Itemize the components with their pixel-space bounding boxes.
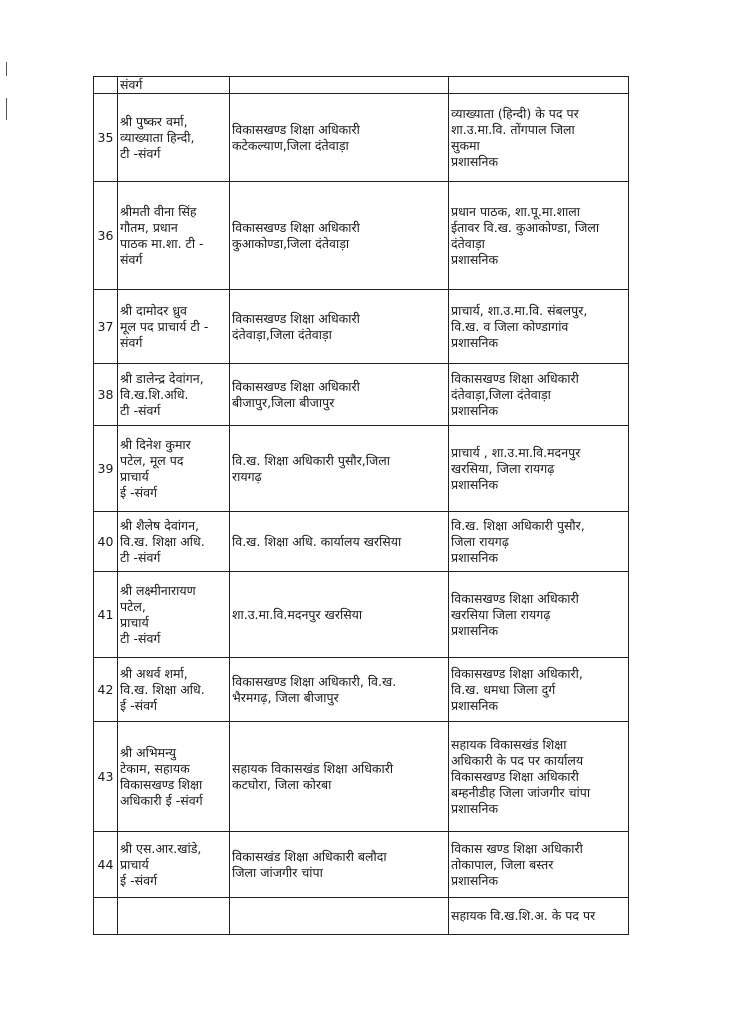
current-posting-cell-line: विकासखण्ड शिक्षा अधिकारी, वि.ख. (232, 673, 397, 689)
officer-name-cell (118, 426, 230, 512)
new-posting-cell-line: व्याख्याता (हिन्दी) के पद पर (451, 105, 579, 121)
current-posting-cell-line: बीजापुर,जिला बीजापुर (232, 394, 335, 410)
officer-name-cell-line: श्री शैलेष देवांगन, (120, 517, 200, 533)
officer-name-cell-line: श्री दिनेश कुमार (120, 436, 191, 452)
serial-number: 40 (94, 512, 118, 572)
margin-mark (6, 98, 7, 120)
new-posting-cell-line: प्रशासनिक (451, 549, 499, 565)
new-posting-cell-line: दंतेवाड़ा,जिला दंतेवाड़ा (451, 386, 551, 402)
new-posting-cell-line: प्रशासनिक (451, 800, 499, 816)
current-posting-cell-line: भैरमगढ़, जिला बीजापुर (232, 689, 339, 705)
new-posting-cell-line: दंतेवाड़ा (451, 235, 485, 251)
new-posting-cell-line: ईतावर वि.ख. कुआकोण्डा, जिला (451, 219, 600, 235)
new-posting-cell (449, 94, 629, 182)
officer-name-cell-line: टी -संवर्ग (120, 549, 161, 565)
current-posting-cell (230, 364, 449, 426)
officer-name-cell-line: श्री अभिमन्यु (120, 744, 177, 760)
new-posting-cell-line: बम्हनीडीह जिला जांजगीर चांपा (451, 784, 591, 800)
current-posting-cell-line: वि.ख. शिक्षा अधि. कार्यालय खरसिया (232, 533, 402, 549)
table-row (94, 512, 629, 572)
transfer-order-table (93, 76, 629, 935)
current-posting-cell (230, 426, 449, 512)
current-posting-cell-line: कटेकल्याण,जिला दंतेवाड़ा (232, 137, 349, 153)
serial-cell (94, 898, 118, 935)
new-posting-cell-line: प्राचार्य , शा.उ.मा.वि.मदनपुर (451, 444, 581, 460)
serial-number: 36 (94, 182, 118, 290)
new-posting-cell (449, 426, 629, 512)
current-posting-cell (230, 182, 449, 290)
new-posting-cell-line: सुकमा (451, 137, 480, 153)
new-posting-cell-line: खरसिया, जिला रायगढ़ (451, 460, 555, 476)
officer-name-cell-line: व्याख्याता हिन्दी, (120, 129, 195, 145)
continued-row-bottom (94, 898, 629, 935)
new-posting-cell-line: प्रशासनिक (451, 622, 499, 638)
current-posting-cell (230, 512, 449, 572)
current-posting-cell-line: दंतेवाड़ा,जिला दंतेवाड़ा (232, 326, 332, 342)
officer-name-cell-line: टी -संवर्ग (120, 145, 161, 161)
new-posting-cell-line: प्रशासनिक (451, 476, 499, 492)
current-posting-cell-line: रायगढ़ (232, 468, 262, 484)
officer-name-cell (118, 290, 230, 364)
new-posting-cell-line: जिला रायगढ़ (451, 533, 509, 549)
current-posting-cell-line: कुआकोण्डा,जिला दंतेवाड़ा (232, 235, 350, 251)
officer-name-cell-line: संवर्ग (120, 251, 143, 267)
serial-number: 41 (94, 572, 118, 658)
serial-number: 35 (94, 94, 118, 182)
officer-name-cell-line: संवर्ग (120, 334, 143, 350)
current-posting-cell (230, 94, 449, 182)
table-row (94, 658, 629, 722)
officer-name-cell (118, 364, 230, 426)
new-posting-cell-line: प्रशासनिक (451, 153, 499, 169)
new-posting-cell-line: प्रशासनिक (451, 251, 499, 267)
new-posting-cell-line: शा.उ.मा.वि. तोंगपाल जिला (451, 121, 575, 137)
new-posting-cell (449, 658, 629, 722)
current-posting-cell (230, 722, 449, 832)
new-posting-cell-line: प्रधान पाठक, शा.पू.मा.शाला (451, 203, 581, 219)
current-posting-cell (230, 832, 449, 898)
current-posting-cell-line: विकासखंड शिक्षा अधिकारी बलौदा (232, 848, 387, 864)
current-posting-cell-line: विकासखण्ड शिक्षा अधिकारी (232, 310, 360, 326)
current-posting-cell-line: शा.उ.मा.वि.मदनपुर खरसिया (232, 606, 363, 622)
officer-name-cell-line: पाठक मा.शा. टी - (120, 235, 204, 251)
new-posting-cell (449, 290, 629, 364)
officer-name-cell-line: श्री दामोदर ध्रुव (120, 302, 188, 318)
officer-name-cell-line: विकासखण्ड शिक्षा (120, 776, 203, 792)
officer-name-cell-line: वि.ख. शिक्षा अधि. (120, 533, 205, 549)
current-posting-cell (230, 77, 449, 94)
serial-number: 37 (94, 290, 118, 364)
new-posting-cell (449, 512, 629, 572)
new-posting-cell-line: प्रशासनिक (451, 872, 499, 888)
current-posting-cell-line: सहायक विकासखंड शिक्षा अधिकारी (232, 760, 394, 776)
new-posting-cell-line: विकास खण्ड शिक्षा अधिकारी (451, 840, 583, 856)
officer-name-cell-line: प्राचार्य (120, 468, 149, 484)
serial-number: 38 (94, 364, 118, 426)
serial-cell (94, 77, 118, 94)
new-posting-cell-line: अधिकारी के पद पर कार्यालय (451, 752, 584, 768)
new-posting-cell (449, 722, 629, 832)
current-posting-cell-line: वि.ख. शिक्षा अधिकारी पुसौर,जिला (232, 452, 390, 468)
new-posting-cell-line: विकासखण्ड शिक्षा अधिकारी (451, 370, 579, 386)
officer-name-cell-line: मूल पद प्राचार्य टी - (120, 318, 209, 334)
new-posting-cell-line: सहायक विकासखंड शिक्षा (451, 736, 567, 752)
new-posting-cell (449, 182, 629, 290)
officer-name-cell-line: पटेल, मूल पद (120, 452, 184, 468)
officer-name-cell-line: वि.ख.शि.अधि. (120, 386, 189, 402)
table-row (94, 572, 629, 658)
margin-mark (6, 62, 7, 76)
current-posting-cell-line: जिला जांजगीर चांपा (232, 864, 323, 880)
new-posting-cell-line: प्राचार्य, शा.उ.मा.वि. संबलपुर, (451, 302, 588, 318)
serial-number: 42 (94, 658, 118, 722)
new-posting-cell (449, 364, 629, 426)
table-row (94, 722, 629, 832)
current-posting-cell-line: कटघोरा, जिला कोरबा (232, 776, 332, 792)
new-posting-cell-line: विकासखण्ड शिक्षा अधिकारी (451, 768, 579, 784)
table-row (94, 182, 629, 290)
current-posting-cell-line: विकासखण्ड शिक्षा अधिकारी (232, 378, 360, 394)
officer-name-cell-line: ई -संवर्ग (120, 484, 158, 500)
officer-name-cell-line: टी -संवर्ग (120, 630, 161, 646)
current-posting-cell-line: विकासखण्ड शिक्षा अधिकारी (232, 219, 360, 235)
current-posting-cell (230, 290, 449, 364)
new-posting-cell: सहायक वि.ख.शि.अ. के पद पर (449, 898, 629, 935)
new-posting-cell (449, 832, 629, 898)
new-posting-cell (449, 572, 629, 658)
new-posting-cell (449, 77, 629, 94)
officer-name-cell (118, 572, 230, 658)
officer-name-cell-line: गौतम, प्रधान (120, 219, 178, 235)
officer-name-cell-line: टी -संवर्ग (120, 402, 161, 418)
officer-name-cell-line: श्री लक्ष्मीनारायण (120, 582, 196, 598)
officer-name-cell (118, 832, 230, 898)
table-row (94, 364, 629, 426)
officer-name-cell-line: टेकाम, सहायक (120, 760, 190, 776)
table-row (94, 94, 629, 182)
current-posting-cell-line: विकासखण्ड शिक्षा अधिकारी (232, 121, 360, 137)
current-posting-cell (230, 898, 449, 935)
new-posting-cell-line: वि.ख. धमधा जिला दुर्ग (451, 681, 556, 697)
officer-name-cell (118, 182, 230, 290)
officer-name-cell-line: श्री डालेन्द्र देवांगन, (120, 370, 204, 386)
officer-name-cell-line: प्राचार्य (120, 856, 149, 872)
name-cell (118, 898, 230, 935)
table-row (94, 832, 629, 898)
officer-name-cell-line: अधिकारी ई -संवर्ग (120, 792, 203, 808)
serial-number: 43 (94, 722, 118, 832)
officer-name-cell (118, 512, 230, 572)
name-cell: संवर्ग (118, 77, 230, 94)
serial-number: 39 (94, 426, 118, 512)
new-posting-cell-line: प्रशासनिक (451, 402, 499, 418)
table-row (94, 290, 629, 364)
new-posting-cell-line: खरसिया जिला रायगढ़ (451, 606, 551, 622)
new-posting-cell-line: वि.ख. व जिला कोण्डागांव (451, 318, 569, 334)
officer-name-cell-line: ई -संवर्ग (120, 697, 158, 713)
officer-name-cell (118, 722, 230, 832)
current-posting-cell (230, 572, 449, 658)
current-posting-cell (230, 658, 449, 722)
officer-name-cell-line: वि.ख. शिक्षा अधि. (120, 681, 205, 697)
continued-row-top (94, 77, 629, 94)
new-posting-cell-line: विकासखण्ड शिक्षा अधिकारी (451, 590, 579, 606)
officer-name-cell-line: ई -संवर्ग (120, 872, 158, 888)
officer-name-cell-line: श्री एस.आर.खांडे, (120, 840, 202, 856)
table-row (94, 426, 629, 512)
officer-name-cell (118, 658, 230, 722)
new-posting-cell-line: प्रशासनिक (451, 334, 499, 350)
serial-number: 44 (94, 832, 118, 898)
officer-name-cell-line: पटेल, (120, 598, 146, 614)
new-posting-cell-line: वि.ख. शिक्षा अधिकारी पुसौर, (451, 517, 585, 533)
officer-name-cell-line: श्री पुष्कर वर्मा, (120, 113, 188, 129)
officer-name-cell-line: श्रीमती वीना सिंह (120, 203, 197, 219)
new-posting-cell-line: तोकापाल, जिला बस्तर (451, 856, 554, 872)
new-posting-cell-line: विकासखण्ड शिक्षा अधिकारी, (451, 665, 583, 681)
officer-name-cell-line: प्राचार्य (120, 614, 149, 630)
officer-name-cell (118, 94, 230, 182)
officer-name-cell-line: श्री अथर्व शर्मा, (120, 665, 188, 681)
new-posting-cell-line: प्रशासनिक (451, 697, 499, 713)
